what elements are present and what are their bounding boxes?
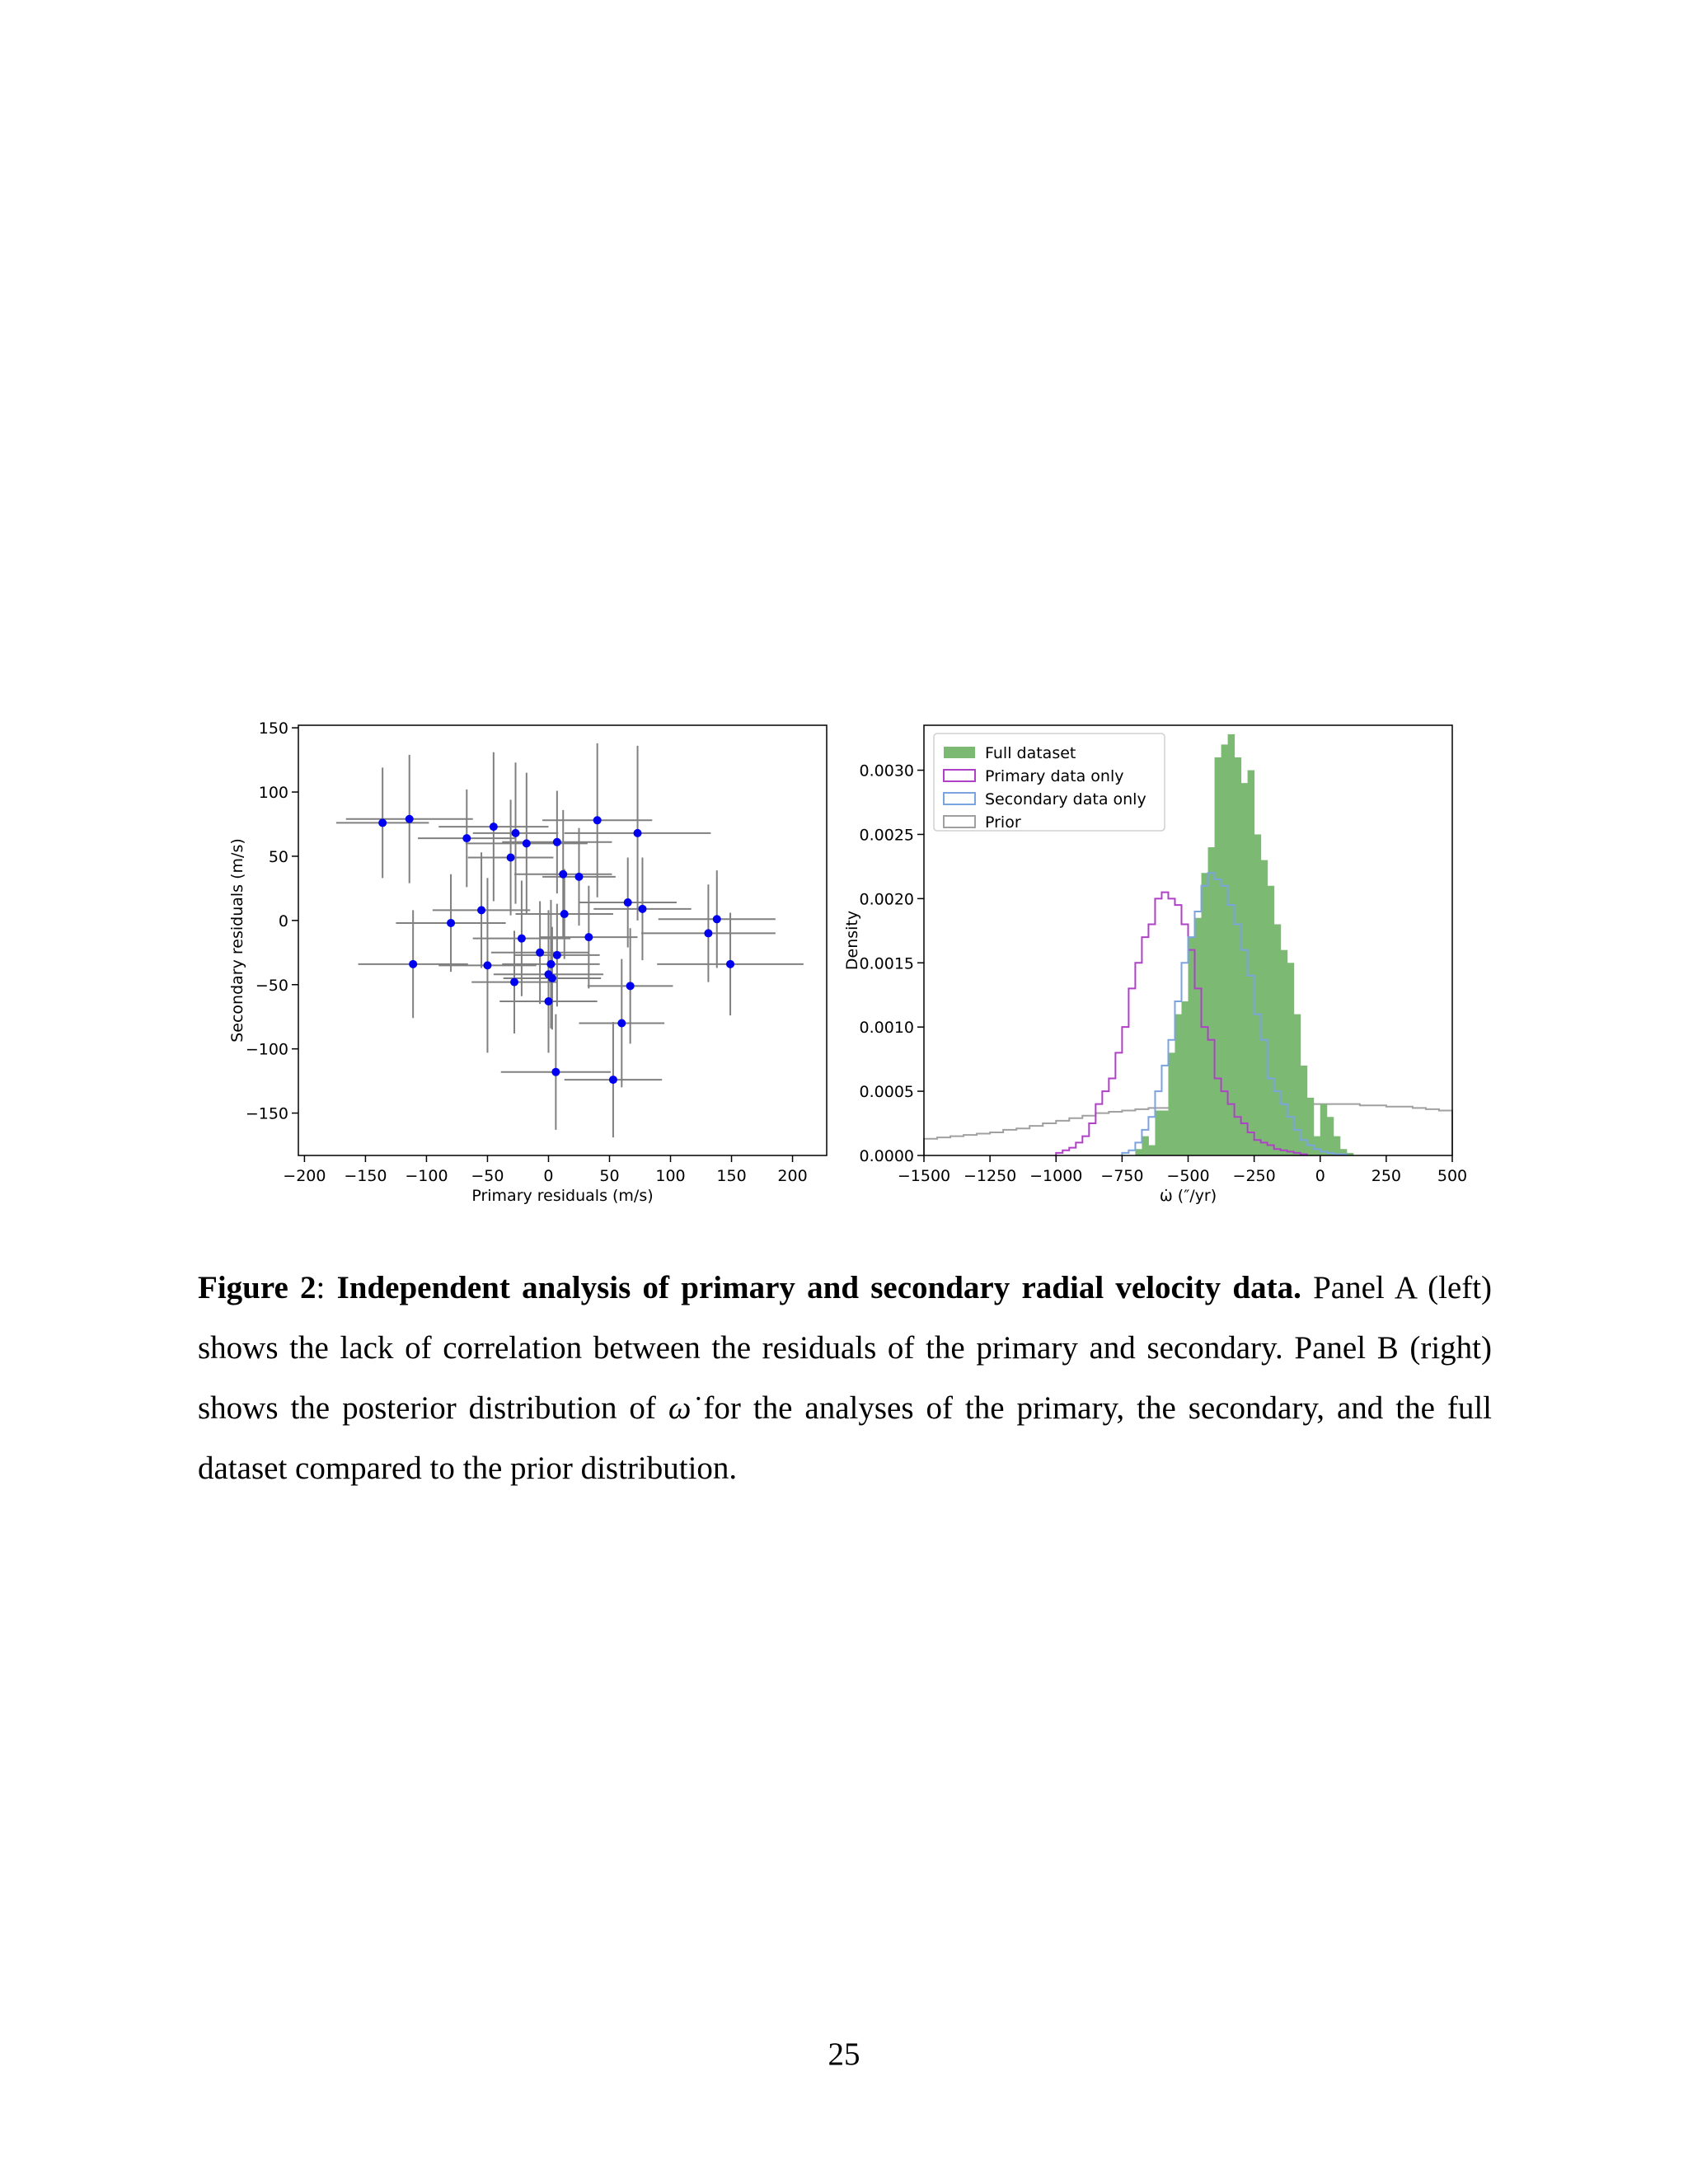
data-point (638, 905, 646, 913)
y-tick-label: 0.0025 (859, 826, 914, 845)
histogram-bar (1161, 1110, 1169, 1155)
x-tick-label: −150 (344, 1167, 387, 1185)
data-point (507, 853, 515, 861)
panel-b-histogram (843, 725, 1467, 1205)
x-tick-label: 200 (777, 1167, 808, 1185)
data-point (553, 951, 561, 959)
x-axis-label: Primary residuals (m/s) (471, 1187, 654, 1205)
data-point (409, 960, 417, 968)
x-tick-label: −750 (1100, 1167, 1144, 1185)
x-tick-label: −50 (471, 1167, 504, 1185)
data-point (536, 949, 544, 957)
histogram-bar (1274, 925, 1282, 1155)
data-point (490, 823, 498, 831)
x-tick-label: 0 (543, 1167, 554, 1185)
data-point (512, 829, 520, 837)
y-tick-label: 0 (278, 912, 288, 930)
histogram-bar (1208, 847, 1216, 1155)
caption-separator: : (316, 1270, 326, 1305)
caption-title: Independent analysis of primary and secondary radial velocity data. (336, 1270, 1301, 1305)
histogram-bar (1215, 757, 1222, 1155)
data-point (617, 1019, 626, 1028)
histogram-bar (1261, 860, 1268, 1155)
x-tick-label: −200 (283, 1167, 326, 1185)
data-point (704, 929, 712, 937)
x-tick-label: 50 (599, 1167, 620, 1185)
x-tick-label: 0 (1315, 1167, 1325, 1185)
y-axis-label: Secondary residuals (m/s) (228, 838, 246, 1043)
histogram-bar (1181, 1001, 1189, 1155)
y-tick-label: −50 (255, 976, 288, 995)
x-axis-label: ω̇ (″/yr) (1159, 1187, 1217, 1205)
histogram-bar (1248, 771, 1255, 1155)
histogram-bar (1148, 1146, 1156, 1155)
data-point (477, 906, 485, 914)
data-point (559, 870, 567, 879)
data-point (624, 898, 632, 907)
y-tick-label: 0.0010 (859, 1019, 914, 1038)
x-tick-label: −500 (1166, 1167, 1210, 1185)
y-tick-label: 50 (268, 847, 288, 866)
data-point (584, 933, 593, 941)
x-tick-label: 500 (1437, 1167, 1468, 1185)
y-tick-label: 150 (258, 719, 288, 738)
data-point (713, 915, 721, 923)
data-point (544, 997, 552, 1005)
histogram-bar (1334, 1137, 1341, 1155)
data-point (510, 978, 518, 987)
panel-a-scatter (228, 719, 827, 1205)
histogram-bar (1254, 834, 1262, 1155)
histogram-bar (1235, 757, 1242, 1155)
data-point (548, 974, 556, 982)
data-point (726, 960, 734, 968)
x-tick-label: −1000 (1029, 1167, 1083, 1185)
histogram-bar (1202, 873, 1209, 1155)
histogram-bar (1195, 918, 1203, 1155)
x-tick-label: −100 (405, 1167, 448, 1185)
data-point (634, 829, 642, 837)
y-tick-label: 0.0020 (859, 890, 914, 909)
histogram-bar (1314, 1137, 1321, 1155)
y-tick-label: −150 (245, 1104, 288, 1123)
histogram-bar (1281, 950, 1288, 1155)
y-tick-label: 0.0030 (859, 762, 914, 780)
histogram-bar (1327, 1117, 1334, 1155)
histogram-bar (1142, 1137, 1149, 1155)
legend-swatch (944, 747, 975, 758)
data-point (574, 873, 583, 881)
y-tick-label: 100 (258, 784, 288, 803)
y-axis-label: Density (843, 910, 861, 971)
histogram-bar (1155, 1110, 1162, 1155)
legend-label: Primary data only (985, 767, 1124, 785)
legend-label: Full dataset (985, 744, 1076, 762)
data-point (553, 838, 561, 846)
data-point (406, 815, 414, 823)
histogram-bar (1268, 886, 1275, 1155)
data-point (523, 839, 531, 847)
caption-text-2: for the analyses of the primary, the secondary, and the full dataset compared to the prior distribution. (198, 1390, 1492, 1486)
histogram-bar (1228, 734, 1236, 1155)
y-tick-label: 0.0015 (859, 954, 914, 973)
y-tick-label: −100 (245, 1040, 288, 1059)
histogram-bar (1320, 1104, 1328, 1155)
x-tick-label: 250 (1371, 1167, 1402, 1185)
data-point (551, 1068, 560, 1076)
histogram-bar (1175, 1015, 1182, 1155)
caption-omega-dot: ω̇ (668, 1390, 692, 1426)
figure-caption (198, 1258, 1492, 1498)
legend-label: Secondary data only (985, 790, 1146, 808)
data-point (483, 961, 491, 969)
y-tick-label: 0.0005 (859, 1083, 914, 1102)
x-tick-label: 100 (655, 1167, 686, 1185)
axes-frame (298, 725, 827, 1155)
data-point (560, 910, 569, 918)
data-point (378, 818, 387, 827)
data-point (593, 816, 602, 824)
histogram-bar (1168, 1052, 1175, 1155)
histogram-bar (1135, 1149, 1142, 1155)
x-tick-label: 150 (716, 1167, 747, 1185)
data-point (626, 982, 635, 990)
data-point (609, 1076, 617, 1084)
data-point (462, 834, 471, 842)
data-point (447, 919, 455, 927)
page-number: 25 (828, 2036, 860, 2072)
caption-label: Figure 2 (198, 1270, 316, 1305)
x-tick-label: −1500 (897, 1167, 951, 1185)
x-tick-label: −250 (1232, 1167, 1276, 1185)
data-point (518, 935, 526, 943)
caption-text-1: Panel A (left) shows the lack of correlation between the residuals of the primary and secondary. Panel B (right) shows the posterior distribution of (198, 1270, 1493, 1426)
data-point (546, 960, 555, 968)
y-tick-label: 0.0000 (859, 1147, 914, 1165)
x-tick-label: −1250 (963, 1167, 1017, 1185)
legend-label: Prior (985, 813, 1021, 832)
